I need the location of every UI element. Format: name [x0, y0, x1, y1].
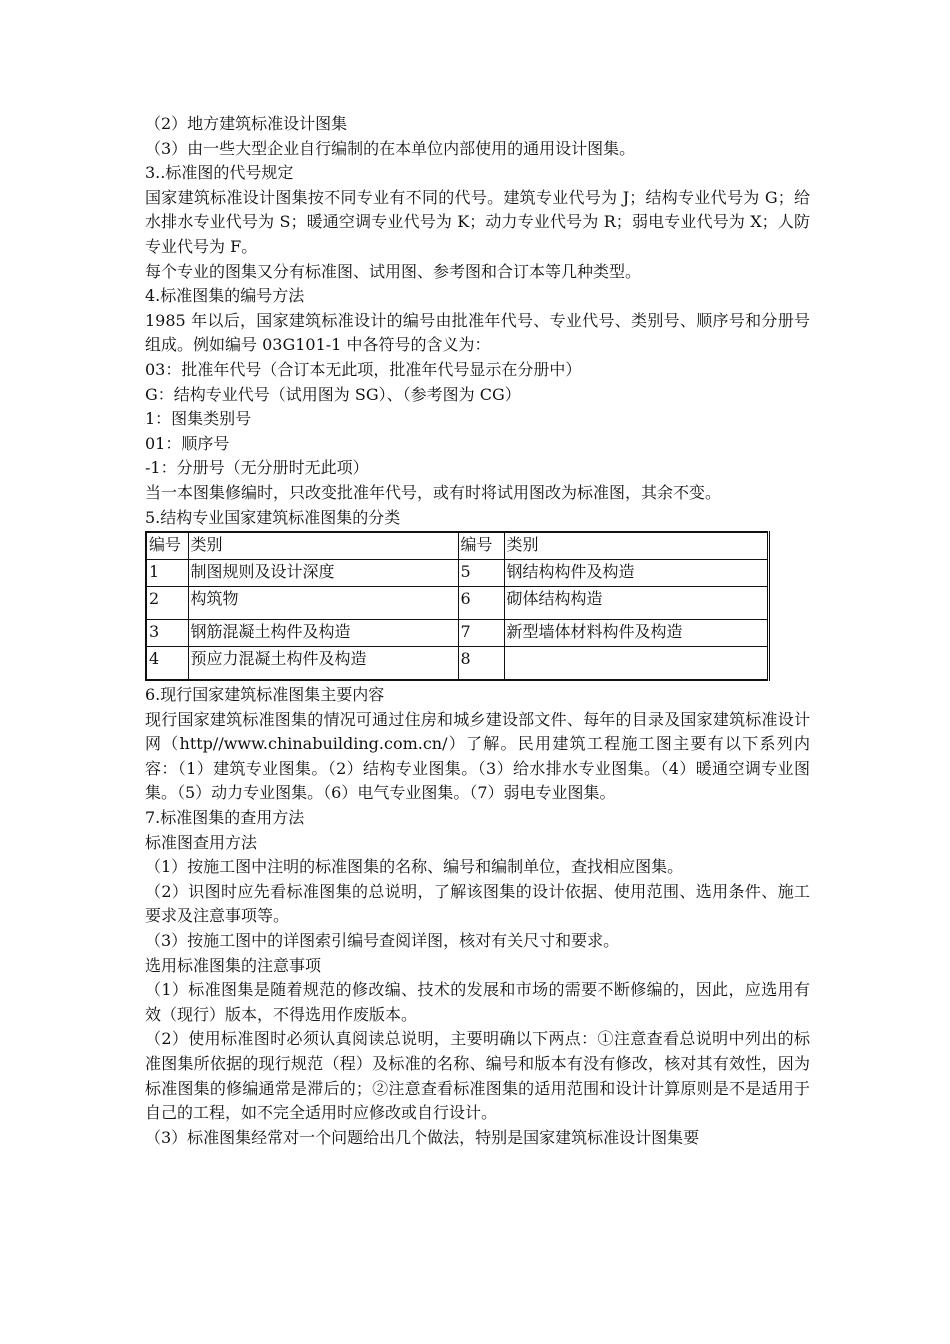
table-header-cell: 编号 — [146, 532, 188, 560]
table-row — [146, 620, 768, 647]
table-header-cell: 类别 — [504, 532, 768, 560]
section-heading: 7.标准图集的查用方法 — [145, 808, 305, 828]
list-item: （2）使用标准图时必须认真阅读总说明，主要明确以下两点：①注意查看总说明中列出的标准图集所依据的现行规范（程）及标准的名称、编号和版本有没有修改，核对其有效性，因为标准图集的修编通常是滞后的；②注意查看标准图集的适用范围和设计计算原则是不是适用于自己的工程，如不完全适用时应修改或自行设计。 — [145, 1029, 810, 1123]
table-cell: 砌体结构构造 — [504, 587, 768, 620]
table-cell: 2 — [146, 587, 188, 620]
paragraph: 每个专业的图集又分有标准图、试用图、参考图和合订本等几种类型。 — [145, 261, 642, 281]
table-row — [146, 647, 768, 681]
paragraph: 现行国家建筑标准图集的情况可通过住房和城乡建设部文件、每年的目录及国家建筑标准设计网（http//www.chinabuilding.com.cn/）了解。民用建筑工程施工图主要有以下系列内容：（1）建筑专业图集。（2）结构专业图集。（3）给水排水专业图集。（4）暖通空调专业图集。（5）动力专业图集。（6）电气专业图集。（7）弱电专业图集。 — [145, 709, 810, 803]
table-cell: 8 — [458, 647, 504, 681]
list-item: （2）地方建筑标准设计图集 — [145, 114, 348, 133]
table-cell: 构筑物 — [188, 587, 458, 620]
code-explanation: -1：分册号（无分册时无此项） — [145, 458, 369, 478]
table-cell: 5 — [458, 560, 504, 587]
list-item: （3）按施工图中的详图索引编号查阅详图，核对有关尺寸和要求。 — [145, 931, 620, 951]
code-explanation: 1：图集类别号 — [145, 409, 252, 429]
paragraph: 1985 年以后，国家建筑标准设计的编号由批准年代号、专业代号、类别号、顺序号和分册号组成。例如编号 03G101-1 中各符号的含义为： — [145, 310, 810, 355]
section-heading: 3..标准图的代号规定 — [145, 163, 294, 183]
code-explanation: G：结构专业代号（试用图为 SG）、（参考图为 CG） — [145, 384, 521, 404]
code-explanation: 01：顺序号 — [145, 433, 230, 453]
classification-table — [145, 531, 770, 681]
table-cell: 1 — [146, 560, 188, 587]
table-cell: 7 — [458, 620, 504, 647]
table-cell: 制图规则及设计深度 — [188, 560, 458, 587]
section-heading: 6.现行国家建筑标准图集主要内容 — [145, 685, 385, 705]
section-heading: 4.标准图集的编号方法 — [145, 286, 305, 306]
table-cell: 6 — [458, 587, 504, 620]
table-header-row — [146, 532, 768, 560]
list-item: （3）标准图集经常对一个问题给出几个做法，特别是国家建筑标准设计图集要 — [145, 1127, 700, 1147]
subheading: 选用标准图集的注意事项 — [145, 955, 322, 975]
table-cell: 4 — [146, 647, 188, 681]
table-row — [146, 560, 768, 587]
list-item: （1）按施工图中注明的标准图集的名称、编号和编制单位，查找相应图集。 — [145, 857, 684, 877]
table-cell: 钢结构构件及构造 — [504, 560, 768, 587]
table-header-cell: 编号 — [458, 532, 504, 560]
code-explanation: 03：批准年代号（合订本无此项，批准年代号显示在分册中） — [145, 359, 582, 379]
table-cell — [504, 647, 768, 681]
document-page — [145, 112, 810, 1150]
table-cell: 预应力混凝土构件及构造 — [188, 647, 458, 681]
table-cell: 3 — [146, 620, 188, 647]
table-cell: 新型墙体材料构件及构造 — [504, 620, 768, 647]
paragraph: 当一本图集修编时，只改变批准年代号，或有时将试用图改为标准图，其余不变。 — [145, 482, 722, 502]
list-item: （1）标准图集是随着规范的修改编、技术的发展和市场的需要不断修编的，因此，应选用有效（现行）版本，不得选用作废版本。 — [145, 980, 810, 1024]
table-row — [146, 587, 768, 620]
list-item: （2）识图时应先看标准图集的总说明，了解该图集的设计依据、使用范围、选用条件、施工要求及注意事项等。 — [145, 881, 810, 926]
list-item: （3）由一些大型企业自行编制的在本单位内部使用的通用设计图集。 — [145, 138, 636, 158]
subheading: 标准图查用方法 — [145, 832, 258, 852]
paragraph: 国家建筑标准设计图集按不同专业有不同的代号。建筑专业代号为 J；结构专业代号为 G；给水排水专业代号为 S；暖通空调专业代号为 K；动力专业代号为 R；弱电专业代号为 X；人防专业代号为 F。 — [145, 187, 810, 256]
table-header-cell: 类别 — [188, 532, 458, 560]
table-cell: 钢筋混凝土构件及构造 — [188, 620, 458, 647]
section-heading: 5.结构专业国家建筑标准图集的分类 — [145, 507, 401, 527]
